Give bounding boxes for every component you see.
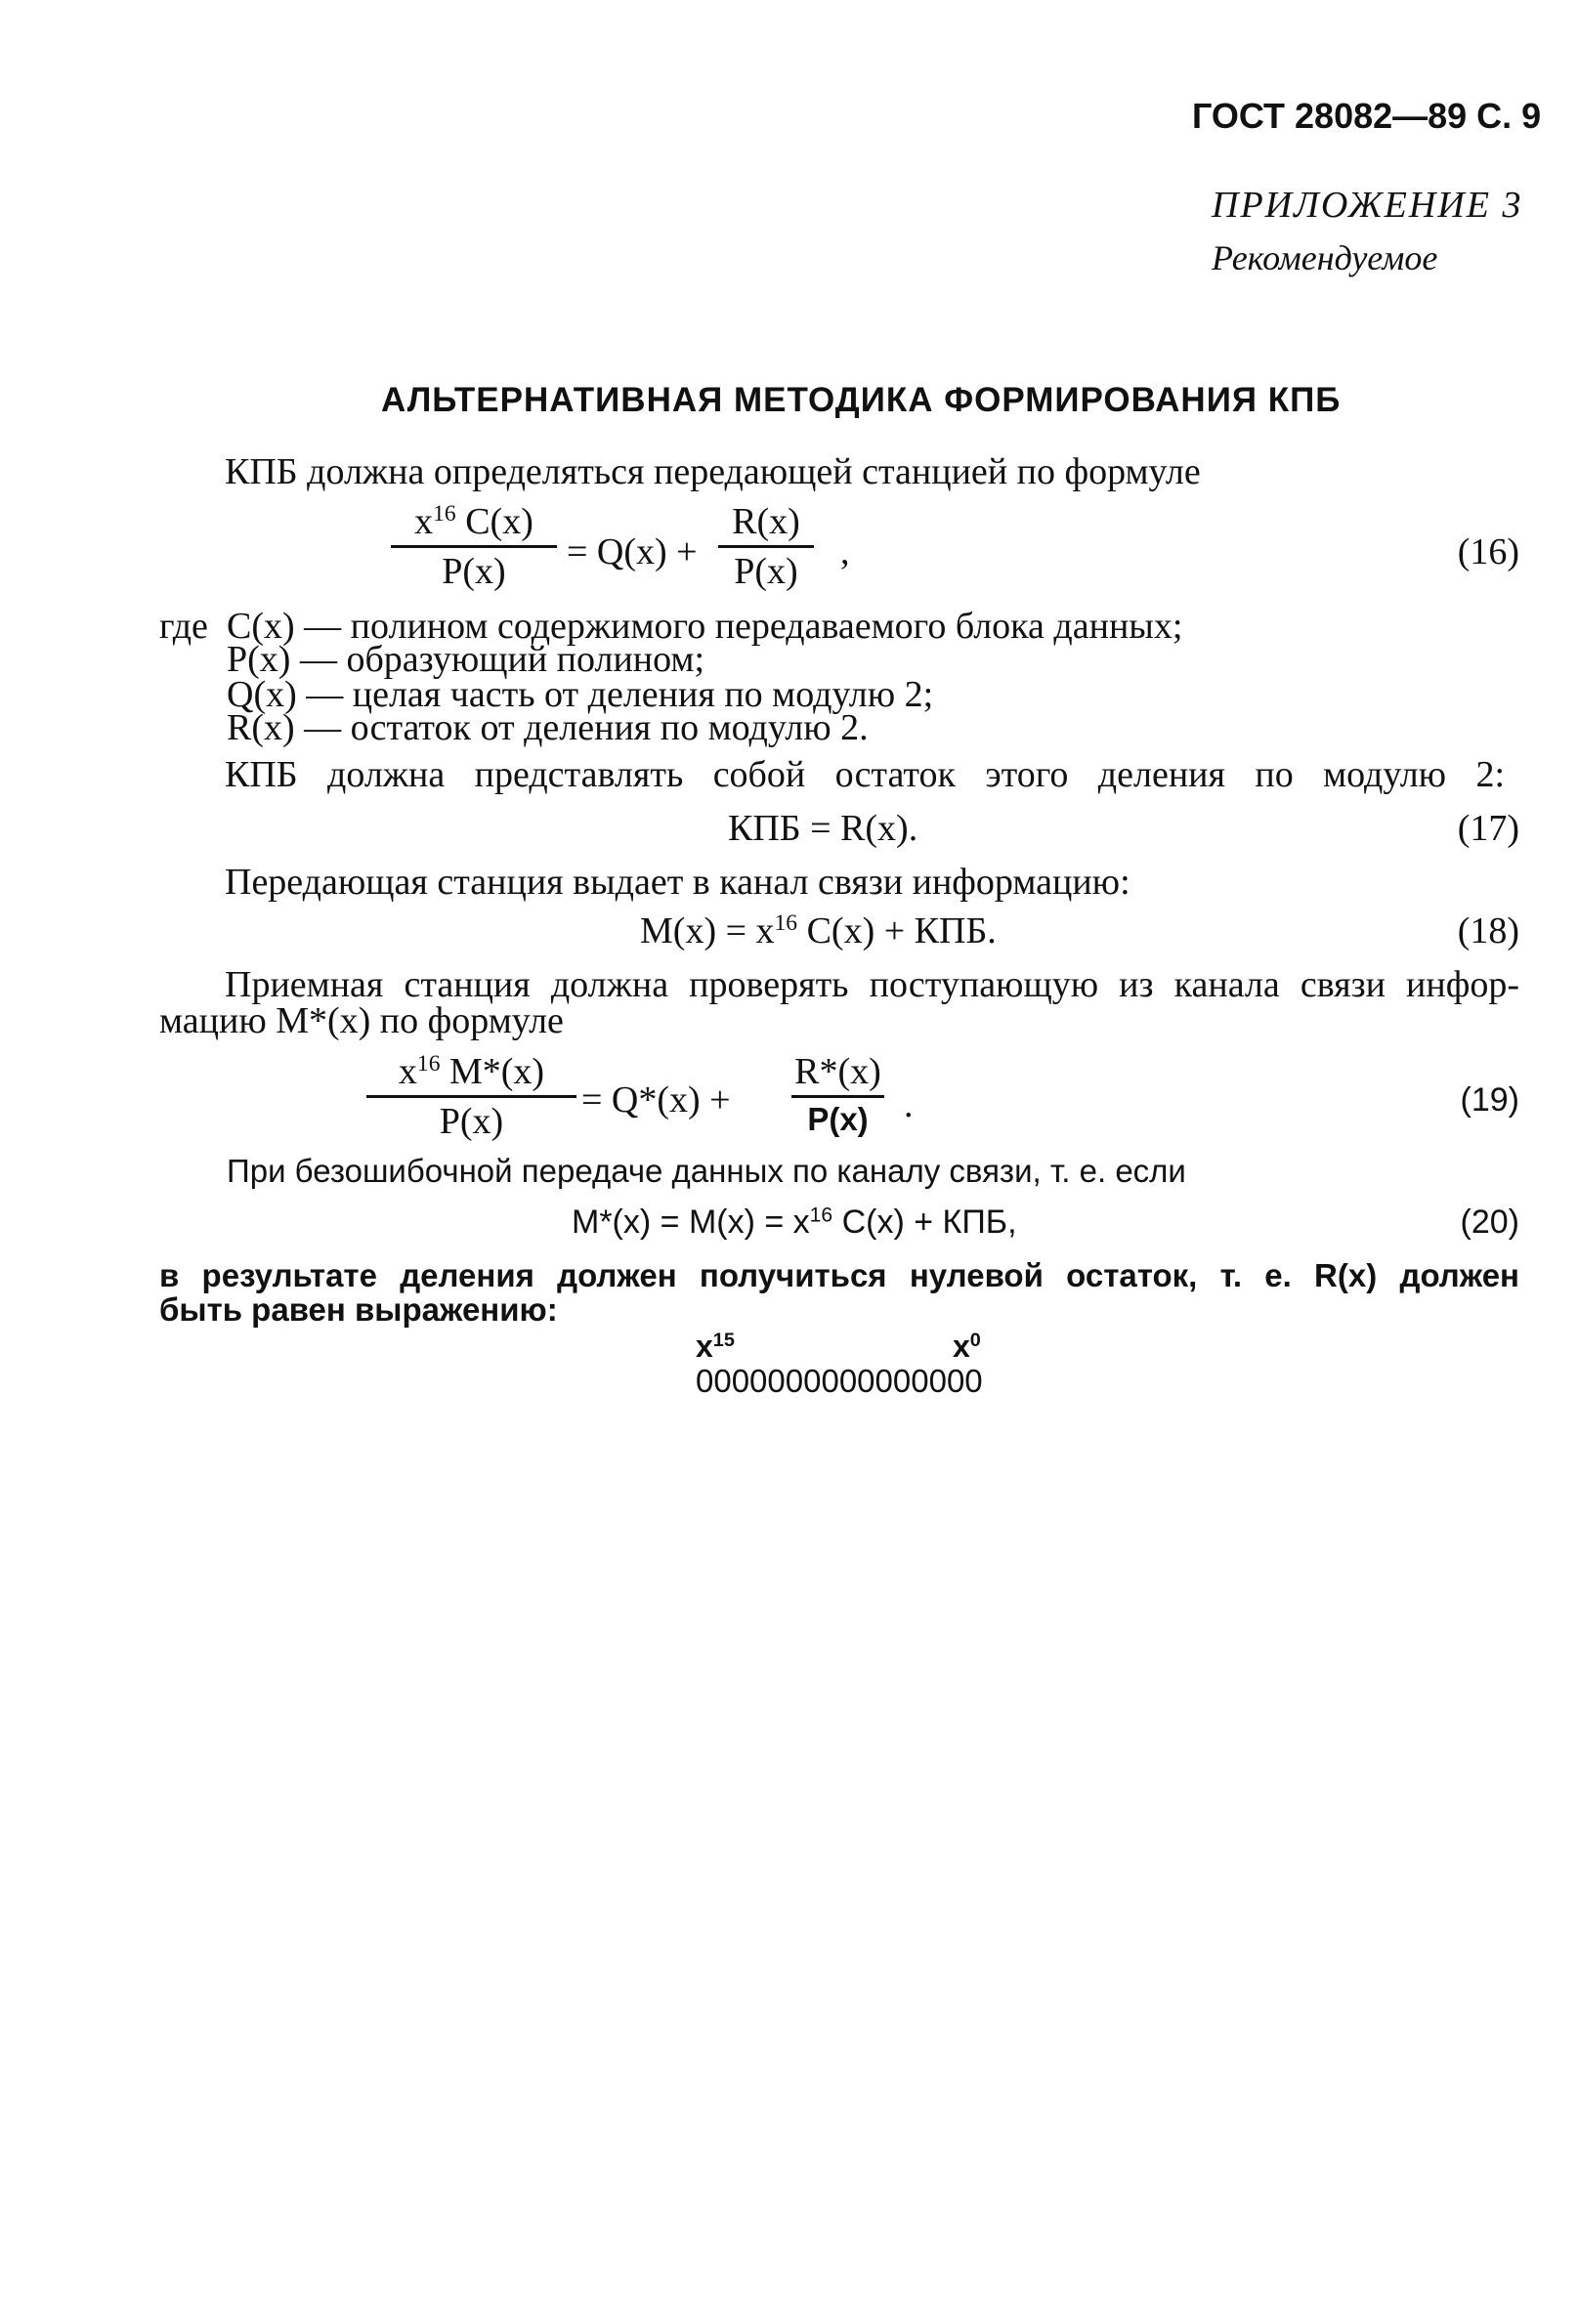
page-reference: ГОСТ 28082—89 С. 9 — [1192, 96, 1542, 136]
definition-c: C(x) — полином содержимого передаваемого блока данных; — [227, 606, 1183, 647]
eq19-trailing-period: . — [904, 1084, 914, 1125]
eq16-lhs-numerator: $x^{16}$ C(x) — [414, 501, 533, 542]
where-prefix: где — [159, 606, 208, 647]
definition-r: R(x) — остаток от деления по модулю 2. — [227, 707, 869, 748]
equation-17: КПБ = R(x). — [728, 808, 918, 849]
paragraph-result-line1: в результате деления должен получиться нулевой остаток, т. е. R(x) должен — [159, 1257, 1519, 1293]
eq19-mid: = Q*(x) + — [581, 1079, 731, 1120]
eq16-rhs-denominator: P(x) — [734, 551, 798, 592]
paragraph-intro-20: При безошибочной передаче данных по каналу связи, т. е. если — [227, 1153, 1186, 1189]
eq16-rhs-fraction — [718, 503, 814, 590]
eq19-rhs-numerator: R*(x) — [794, 1051, 881, 1092]
section-title: АЛЬТЕРНАТИВНАЯ МЕТОДИКА ФОРМИРОВАНИЯ КПБ — [381, 381, 1342, 419]
zero-remainder-bits: 0000000000000000 — [696, 1363, 983, 1399]
eq19-rhs-fraction — [791, 1053, 884, 1135]
eq19-lhs-denominator: P(x) — [439, 1101, 504, 1142]
eq16-rhs-numerator: R(x) — [732, 501, 800, 542]
eq18-number: (18) — [1457, 910, 1519, 951]
eq16-lhs-fraction — [391, 503, 557, 590]
paragraph-intro-17: КПБ должна представлять собой остаток этого деления по модулю 2: — [225, 754, 1505, 795]
appendix-note: Рекомендуемое — [1212, 238, 1438, 277]
eq19-number: (19) — [1460, 1081, 1519, 1119]
bit-low-label: $x^0$ — [953, 1329, 981, 1364]
eq19-lhs-fraction — [366, 1053, 576, 1140]
paragraph-result-line2: быть равен выражению: — [159, 1291, 558, 1328]
eq16-lhs-denominator: P(x) — [442, 551, 506, 592]
eq16-number: (16) — [1457, 531, 1519, 572]
paragraph-intro-16: КПБ должна определяться передающей станцией по формуле — [225, 451, 1201, 492]
eq16-mid: = Q(x) + — [567, 531, 698, 572]
definition-q: Q(x) — целая часть от деления по модулю 2; — [227, 674, 934, 715]
definition-p: P(x) — образующий полином; — [227, 639, 705, 680]
eq19-lhs-numerator: $x^{16}$ M*(x) — [398, 1051, 545, 1092]
paragraph-intro-19-line2: мацию M*(x) по формуле — [159, 1000, 564, 1041]
bit-high-label: $x^{15}$ — [696, 1329, 735, 1364]
eq20-number: (20) — [1460, 1204, 1519, 1241]
appendix-label: ПРИЛОЖЕНИЕ 3 — [1212, 185, 1523, 226]
paragraph-intro-18: Передающая станция выдает в канал связи информацию: — [225, 862, 1130, 903]
equation-18: $M(x) = x^{16}$ C(x) + КПБ. — [640, 910, 997, 951]
eq19-rhs-denominator: P(x) — [807, 1101, 869, 1137]
equation-20: $M*(x) = M(x) = x^{16}$ C(x) + КПБ, — [572, 1204, 1017, 1241]
eq17-number: (17) — [1457, 808, 1519, 849]
paragraph-intro-19-line1: Приемная станция должна проверять поступающую из канала связи инфор- — [225, 964, 1519, 1005]
eq16-trailing-comma: , — [840, 531, 850, 572]
